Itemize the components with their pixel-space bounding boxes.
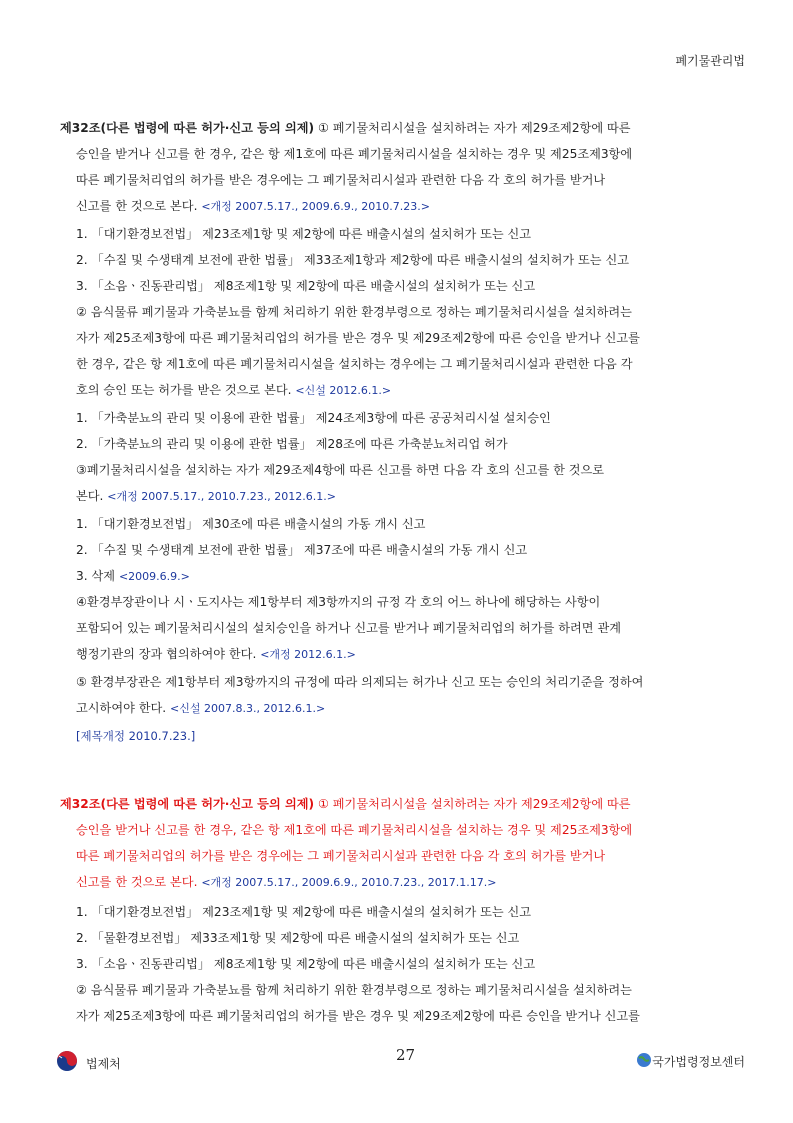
list-item: 1. 「대기환경보전법」 제23조제1항 및 제2항에 따른 배출시설의 설치허가 또는 신고 (76, 227, 532, 241)
paragraph-line (76, 382, 391, 399)
amendment-note: <2009.6.9.> (118, 570, 190, 583)
paragraph-line: 한 경우, 같은 항 제1호에 따른 폐기물처리시설을 설치하는 경우에는 그 폐기물처리시설과 관련한 다음 각 (76, 357, 633, 371)
list-item: 1. 「대기환경보전법」 제23조제1항 및 제2항에 따른 배출시설의 설치허가 또는 신고 (76, 905, 532, 919)
paragraph-line (76, 700, 325, 717)
paragraph-line (76, 646, 356, 663)
list-item: 3. 「소음ㆍ진동관리법」 제8조제1항 및 제2항에 따른 배출시설의 설치허가 또는 신고 (76, 957, 536, 971)
paragraph-line (76, 488, 336, 505)
amendment-note: <개정 2012.6.1.> (260, 648, 356, 661)
footer-right (636, 1052, 745, 1071)
globe-icon (636, 1052, 652, 1071)
paragraph-text: 호의 승인 또는 허가를 받은 것으로 본다. (76, 383, 292, 397)
paragraph-1-first-line: ① 폐기물처리시설을 설치하려는 자가 제29조제2항에 따른 (317, 797, 631, 811)
article-title: 제32조(다른 법령에 따른 허가·신고 등의 의제) (60, 797, 315, 811)
list-item: 1. 「대기환경보전법」 제30조에 따른 배출시설의 가동 개시 신고 (76, 517, 426, 531)
paragraph-text: 본다. (76, 489, 104, 503)
list-item: 3. 「소음ㆍ진동관리법」 제8조제1항 및 제2항에 따른 배출시설의 설치허가 또는 신고 (76, 279, 536, 293)
paragraph-line: 따른 폐기물처리업의 허가를 받은 경우에는 그 폐기물처리시설과 관련한 다음 각 호의 허가를 받거나 (76, 173, 606, 187)
paragraph-line: ⑤ 환경부장관은 제1항부터 제3항까지의 규정에 따라 의제되는 허가나 신고 또는 승인의 처리기준을 정하여 (76, 675, 644, 689)
paragraph-line: ② 음식물류 폐기물과 가축분뇨를 함께 처리하기 위한 환경부령으로 정하는 폐기물처리시설을 설치하려는 (76, 983, 632, 997)
amendment-note: <신설 2012.6.1.> (295, 384, 392, 397)
paragraph-line: ② 음식물류 폐기물과 가축분뇨를 함께 처리하기 위한 환경부령으로 정하는 폐기물처리시설을 설치하려는 (76, 305, 632, 319)
law-name-header: 폐기물관리법 (675, 54, 745, 68)
amendment-note: <신설 2007.8.3., 2012.6.1.> (170, 702, 326, 715)
list-item: 2. 「수질 및 수생태계 보전에 관한 법률」 제37조에 따른 배출시설의 가동 개시 신고 (76, 543, 528, 557)
footer-org-right: 국가법령정보센터 (652, 1055, 745, 1069)
list-item-text: 3. 삭제 (76, 569, 116, 583)
list-item: 2. 「수질 및 수생태계 보전에 관한 법률」 제33조제1항과 제2항에 따른 배출시설의 설치허가 또는 신고 (76, 253, 629, 267)
paragraph-line: 승인을 받거나 신고를 한 경우, 같은 항 제1호에 따른 폐기물처리시설을 설치하는 경우 및 제25조제3항에 (76, 823, 633, 837)
paragraph-line: 따른 폐기물처리업의 허가를 받은 경우에는 그 폐기물처리시설과 관련한 다음 각 호의 허가를 받거나 (76, 849, 606, 863)
amendment-note: <개정 2007.5.17., 2009.6.9., 2010.7.23., 2017.1.17.> (201, 876, 497, 889)
paragraph-text: 신고를 한 것으로 본다. (76, 199, 198, 213)
amendment-note: <개정 2007.5.17., 2010.7.23., 2012.6.1.> (107, 490, 336, 503)
paragraph-line (76, 198, 430, 215)
paragraph-text: 행정기관의 장과 협의하여야 한다. (76, 647, 257, 661)
paragraph-text: 신고를 한 것으로 본다. (76, 875, 198, 889)
list-item: 2. 「가축분뇨의 관리 및 이용에 관한 법률」 제28조에 따른 가축분뇨처리업 허가 (76, 437, 508, 451)
list-item: 1. 「가축분뇨의 관리 및 이용에 관한 법률」 제24조제3항에 따른 공공처리시설 설치승인 (76, 411, 551, 425)
paragraph-line: ③폐기물처리시설을 설치하는 자가 제29조제4항에 따른 신고를 하면 다음 각 호의 신고를 한 것으로 (76, 463, 605, 477)
footer-org-left: 법제처 (86, 1056, 121, 1071)
title-amendment-note: [제목개정 2010.7.23.] (76, 729, 196, 743)
paragraph-line: 자가 제25조제3항에 따른 폐기물처리업의 허가를 받은 경우 및 제29조제2항에 따른 승인을 받거나 신고를 (76, 1009, 640, 1023)
footer-left (56, 1050, 121, 1076)
list-item (76, 568, 190, 585)
amendment-note: <개정 2007.5.17., 2009.6.9., 2010.7.23.> (201, 200, 430, 213)
page-number: 27 (396, 1046, 416, 1064)
paragraph-line: 자가 제25조제3항에 따른 폐기물처리업의 허가를 받은 경우 및 제29조제2항에 따른 승인을 받거나 신고를 (76, 331, 640, 345)
article-heading-revised (60, 796, 631, 812)
list-item: 2. 「물환경보전법」 제33조제1항 및 제2항에 따른 배출시설의 설치허가 또는 신고 (76, 931, 520, 945)
paragraph-1-first-line: ① 폐기물처리시설을 설치하려는 자가 제29조제2항에 따른 (317, 121, 631, 135)
paragraph-text: 고시하여야 한다. (76, 701, 167, 715)
government-emblem-icon (56, 1050, 78, 1076)
paragraph-line (76, 874, 496, 891)
paragraph-line: 승인을 받거나 신고를 한 경우, 같은 항 제1호에 따른 폐기물처리시설을 설치하는 경우 및 제25조제3항에 (76, 147, 633, 161)
article-heading (60, 120, 631, 136)
article-title: 제32조(다른 법령에 따른 허가·신고 등의 의제) (60, 121, 315, 135)
paragraph-line: 포함되어 있는 폐기물처리시설의 설치승인을 하거나 신고를 받거나 폐기물처리업의 허가를 하려면 관계 (76, 621, 621, 635)
paragraph-line: ④환경부장관이나 시ㆍ도지사는 제1항부터 제3항까지의 규정 각 호의 어느 하나에 해당하는 사항이 (76, 595, 601, 609)
